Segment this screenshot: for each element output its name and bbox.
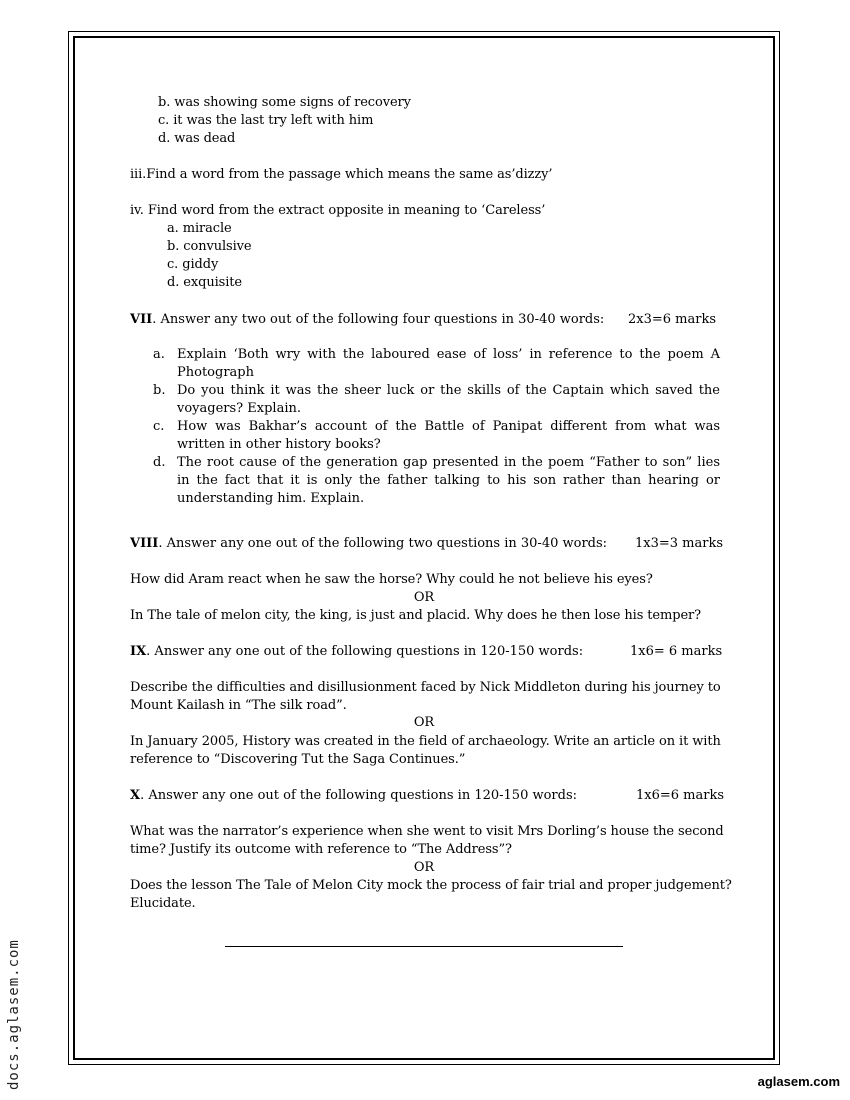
q-iv-option-c: c. giddy <box>167 257 219 272</box>
section-x-question-2-line-1: Does the lesson The Tale of Melon City mock the process of fair trial and proper judgement? <box>130 878 732 893</box>
section-viii-text: . Answer any one out of the following two questions in 30-40 words: <box>158 536 608 551</box>
question-iii: iii.Find a word from the passage which means the same as’dizzy’ <box>130 167 553 182</box>
q-iv-option-b: b. convulsive <box>167 239 252 254</box>
section-x-question-1-line-2: time? Justify its outcome with reference to “The Address”? <box>130 842 512 857</box>
section-ix-marks: 1x6= 6 marks <box>630 644 723 659</box>
q-iv-option-a: a. miracle <box>167 221 232 236</box>
section-ix-heading <box>130 643 723 661</box>
section-x-marks: 1x6=6 marks <box>636 788 725 803</box>
section-ix-question-2-line-2: reference to “Discovering Tut the Saga Continues.” <box>130 752 466 767</box>
section-ix-text: . Answer any one out of the following questions in 120-150 words: <box>146 644 584 659</box>
section-x-number: X <box>130 788 141 803</box>
option-b: b. was showing some signs of recovery <box>158 95 411 110</box>
list-item <box>150 454 720 508</box>
section-ix-question-1-line-2: Mount Kailash in “The silk road”. <box>130 698 347 713</box>
item-text: How was Bakhar’s account of the Battle of Panipat different from what was written in other history books? <box>177 419 720 452</box>
section-x-question-2-line-2: Elucidate. <box>130 896 196 911</box>
item-label: c. <box>153 419 165 434</box>
section-viii-or: OR <box>413 590 435 605</box>
section-viii-question-1: How did Aram react when he saw the horse? Why could he not believe his eyes? <box>130 572 653 587</box>
item-text: The root cause of the generation gap presented in the poem “Father to son” lies in the fact that it is only the father talking to his son rather than hearing or understanding him. Explain. <box>177 455 720 506</box>
section-x-text: . Answer any one out of the following questions in 120-150 words: <box>140 788 578 803</box>
section-x-question-1-line-1: What was the narrator’s experience when she went to visit Mrs Dorling’s house the second <box>130 824 724 839</box>
list-item <box>150 418 720 454</box>
section-ix-question-1-line-1: Describe the difficulties and disillusionment faced by Nick Middleton during his journey to <box>130 680 721 695</box>
question-iv: iv. Find word from the extract opposite in meaning to ‘Careless’ <box>130 203 546 218</box>
option-d: d. was dead <box>158 131 236 146</box>
watermark-left: docs.aglasem.com <box>6 939 22 1090</box>
q-iv-option-d: d. exquisite <box>167 275 243 290</box>
section-ix-or: OR <box>413 715 435 730</box>
section-ix-number: IX <box>130 644 147 659</box>
section-viii-number: VIII <box>130 536 159 551</box>
watermark-right: aglasem.com <box>757 1074 840 1089</box>
item-label: b. <box>153 383 166 398</box>
section-vii-heading <box>130 311 720 329</box>
section-ix-question-2-line-1: In January 2005, History was created in the field of archaeology. Write an article on it with <box>130 734 721 749</box>
item-text: Explain ‘Both wry with the laboured ease of loss’ in reference to the poem A Photograph <box>177 347 720 380</box>
section-vii-text: . Answer any two out of the following four questions in 30-40 words: <box>152 312 605 327</box>
item-label: a. <box>153 347 165 362</box>
list-item <box>150 346 720 382</box>
section-viii-heading <box>130 535 724 553</box>
section-vii-number: VII <box>130 312 153 327</box>
section-viii-marks: 1x3=3 marks <box>635 536 724 551</box>
section-viii-question-2: In The tale of melon city, the king, is just and placid. Why does he then lose his temper? <box>130 608 702 623</box>
list-item <box>150 382 720 418</box>
item-label: d. <box>153 455 166 470</box>
item-text: Do you think it was the sheer luck or the skills of the Captain which saved the voyagers? Explain. <box>177 383 720 416</box>
section-vii-marks: 2x3=6 marks <box>628 312 717 327</box>
option-c: c. it was the last try left with him <box>158 113 374 128</box>
end-divider <box>225 946 623 947</box>
section-vii-list <box>150 346 720 508</box>
section-x-heading <box>130 787 725 805</box>
section-x-or: OR <box>413 860 435 875</box>
